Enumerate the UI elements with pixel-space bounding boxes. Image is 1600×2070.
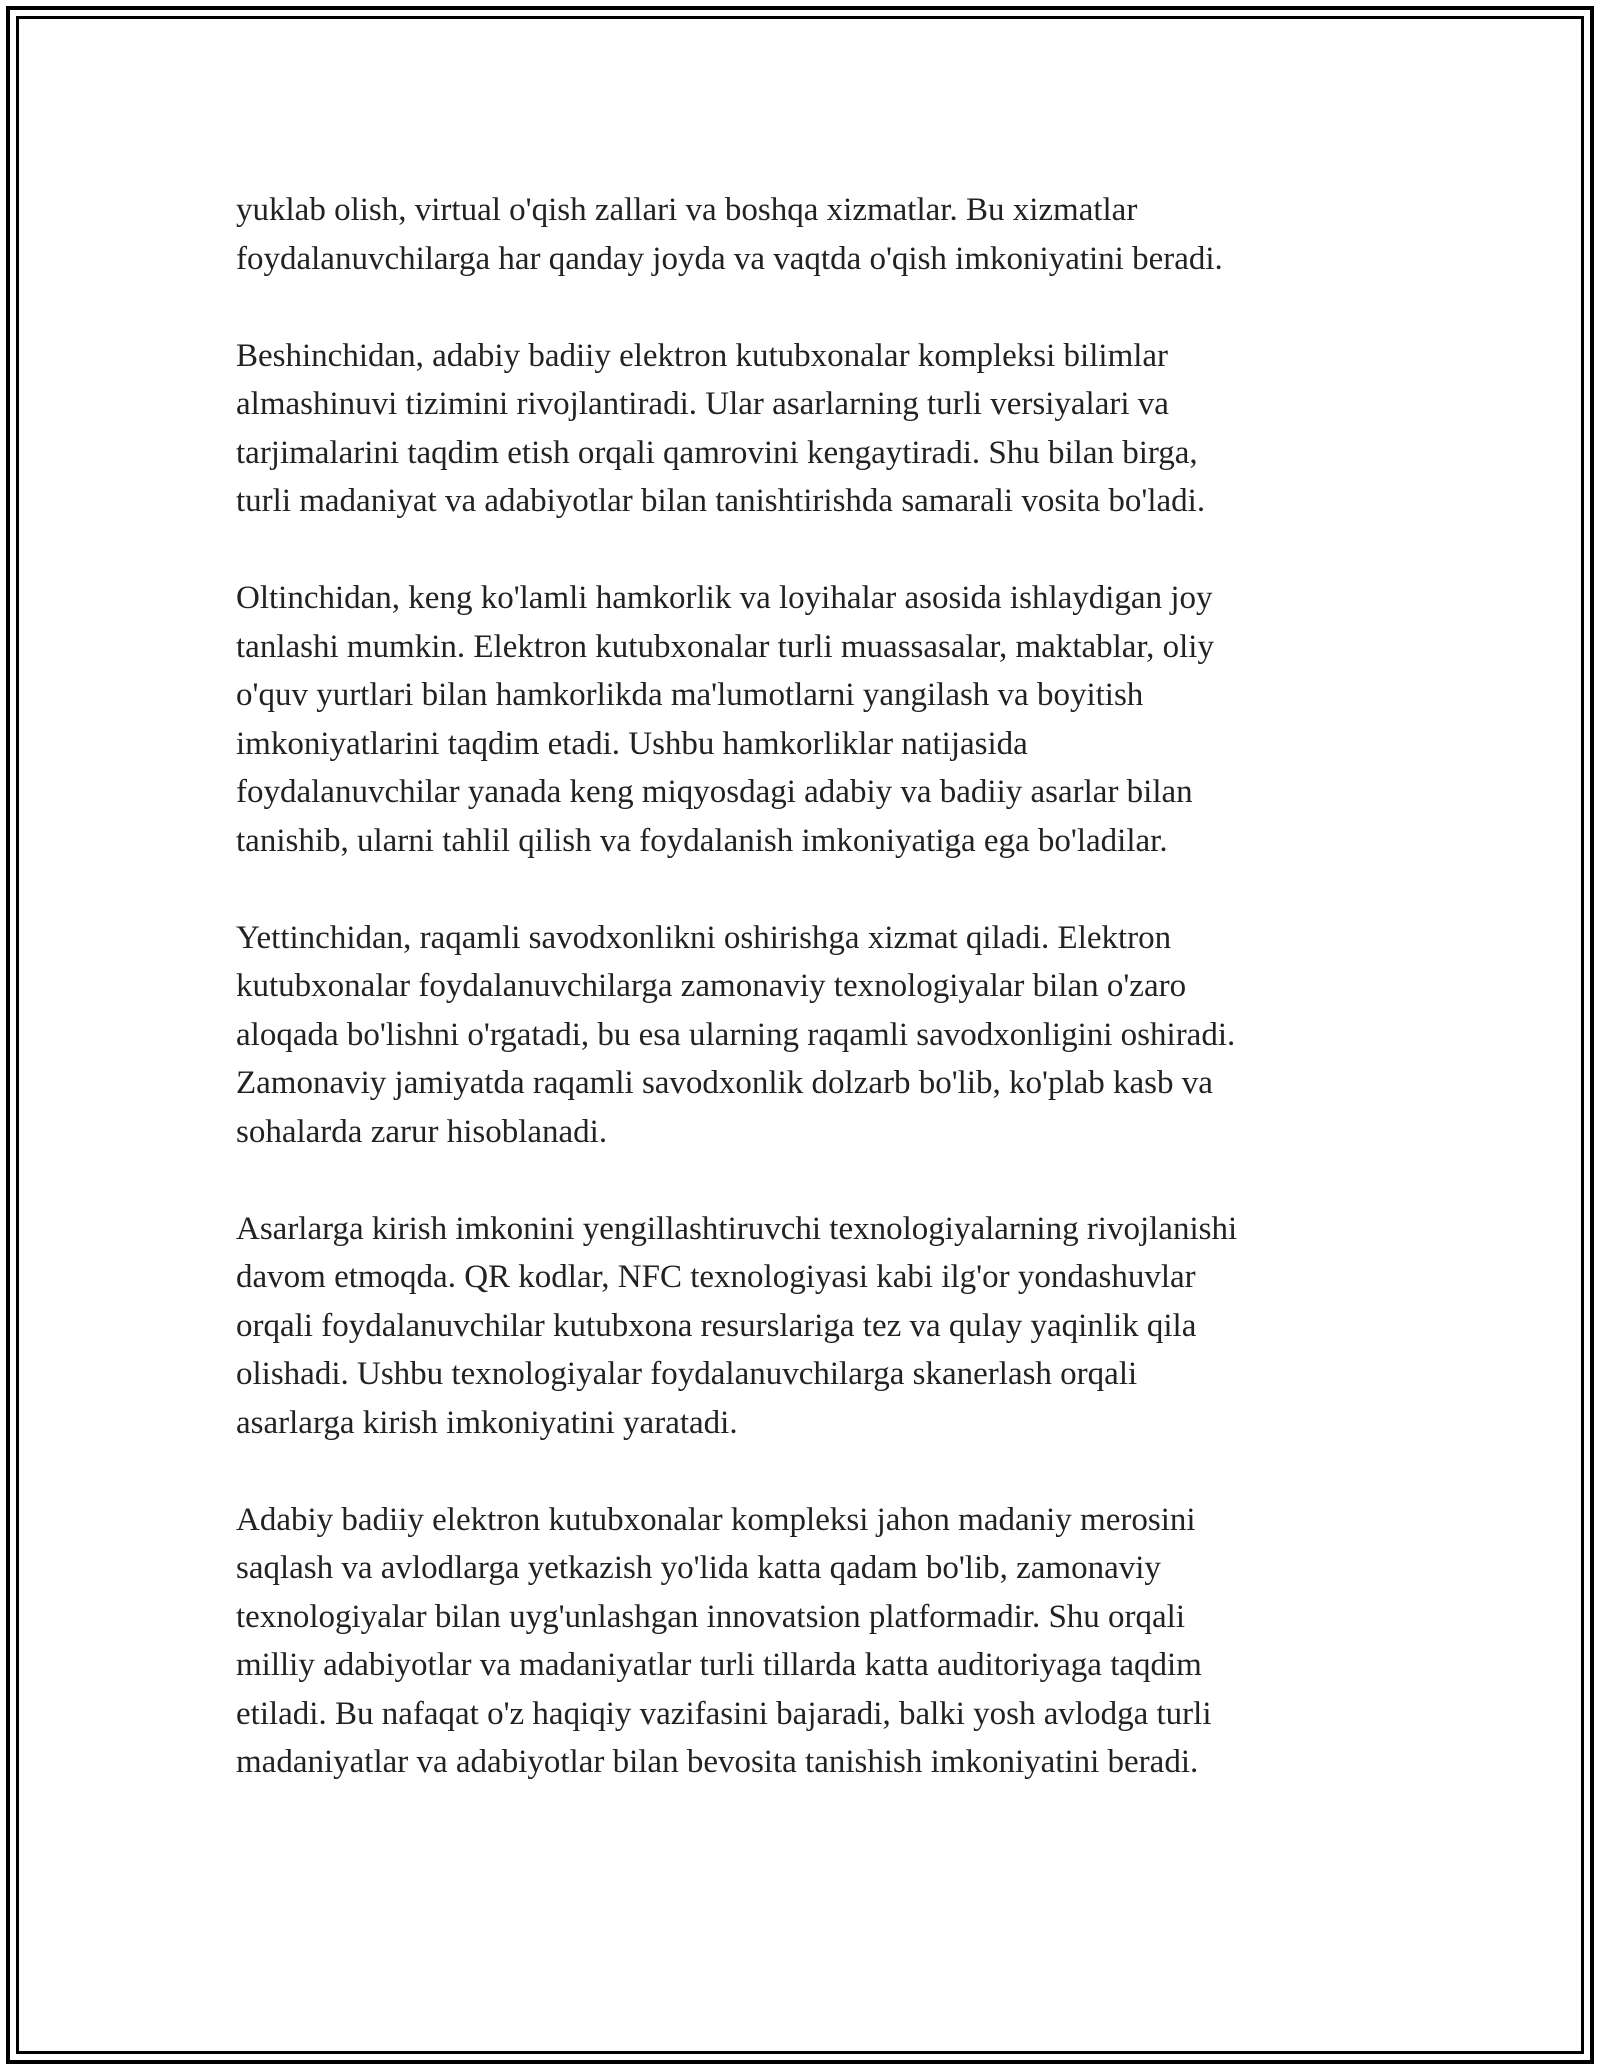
text-line: sohalarda zarur hisoblanadi.	[236, 1113, 608, 1150]
text-line: Beshinchidan, adabiy badiiy elektron kutubxonalar kompleksi bilimlar	[236, 337, 1169, 374]
text-line: milliy adabiyotlar va madaniyatlar turli tillarda katta auditoriyaga taqdim	[236, 1647, 1202, 1683]
text-line: Yettinchidan, raqamli savodxonlikni oshirishga xizmat qiladi. Elektron	[236, 919, 1172, 956]
text-line: yuklab olish, virtual o'qish zallari va boshqa xizmatlar. Bu xizmatlar	[236, 192, 1138, 228]
text-line: imkoniyatlarini taqdim etadi. Ushbu hamkorliklar natijasida	[236, 725, 1028, 762]
text-line: tarjimalarini taqdim etish orqali qamrovini kengaytiradi. Shu bilan birga,	[236, 434, 1198, 471]
text-line: Asarlarga kirish imkonini yengillashtiruvchi texnologiyalarning rivojlanishi	[236, 1210, 1238, 1247]
text-line: foydalanuvchilarga har qanday joyda va vaqtda o'qish imkoniyatini beradi.	[236, 240, 1223, 277]
text-line: tanlashi mumkin. Elektron kutubxonalar turli muassasalar, maktablar, oliy	[236, 628, 1214, 665]
text-line: aloqada bo'lishni o'rgatadi, bu esa ularning raqamli savodxonligini oshiradi.	[236, 1016, 1236, 1053]
document-body	[236, 186, 1366, 1787]
text-line: davom etmoqda. QR kodlar, NFC texnologiyasi kabi ilg'or yondashuvlar	[236, 1259, 1196, 1295]
text-line: Oltinchidan, keng ko'lamli hamkorlik va loyihalar asosida ishlaydigan joy	[236, 580, 1213, 616]
text-line: foydalanuvchilar yanada keng miqyosdagi adabiy va badiiy asarlar bilan	[236, 774, 1193, 810]
text-line: kutubxonalar foydalanuvchilarga zamonaviy texnologiyalar bilan o'zaro	[236, 968, 1187, 1004]
text-line: etiladi. Bu nafaqat o'z haqiqiy vazifasini bajaradi, balki yosh avlodga turli	[236, 1695, 1212, 1732]
text-line: turli madaniyat va adabiyotlar bilan tanishtirishda samarali vosita bo'ladi.	[236, 483, 1206, 519]
text-line: o'quv yurtlari bilan hamkorlikda ma'lumotlarni yangilash va boyitish	[236, 677, 1144, 713]
text-line: orqali foydalanuvchilar kutubxona resurslariga tez va qulay yaqinlik qila	[236, 1307, 1197, 1344]
text-line: tanishib, ularni tahlil qilish va foydalanish imkoniyatiga ega bo'ladilar.	[236, 822, 1168, 859]
paragraph-4	[236, 914, 1366, 1157]
text-line: Adabiy badiiy elektron kutubxonalar kompleksi jahon madaniy merosini	[236, 1501, 1196, 1538]
text-line: asarlarga kirish imkoniyatini yaratadi.	[236, 1404, 738, 1441]
paragraph-5	[236, 1205, 1366, 1448]
text-line: Zamonaviy jamiyatda raqamli savodxonlik dolzarb bo'lib, ko'plab kasb va	[236, 1065, 1213, 1101]
paragraph-3	[236, 574, 1366, 865]
text-line: olishadi. Ushbu texnologiyalar foydalanuvchilarga skanerlash orqali	[236, 1356, 1138, 1392]
text-line: saqlash va avlodlarga yetkazish yo'lida katta qadam bo'lib, zamonaviy	[236, 1550, 1161, 1586]
paragraph-6	[236, 1496, 1366, 1787]
paragraph-1	[236, 186, 1366, 283]
text-line: madaniyatlar va adabiyotlar bilan bevosita tanishish imkoniyatini beradi.	[236, 1744, 1199, 1780]
paragraph-2	[236, 332, 1366, 526]
text-line: texnologiyalar bilan uyg'unlashgan innovatsion platformadir. Shu orqali	[236, 1598, 1186, 1635]
text-line: almashinuvi tizimini rivojlantiradi. Ular asarlarning turli versiyalari va	[236, 386, 1169, 422]
